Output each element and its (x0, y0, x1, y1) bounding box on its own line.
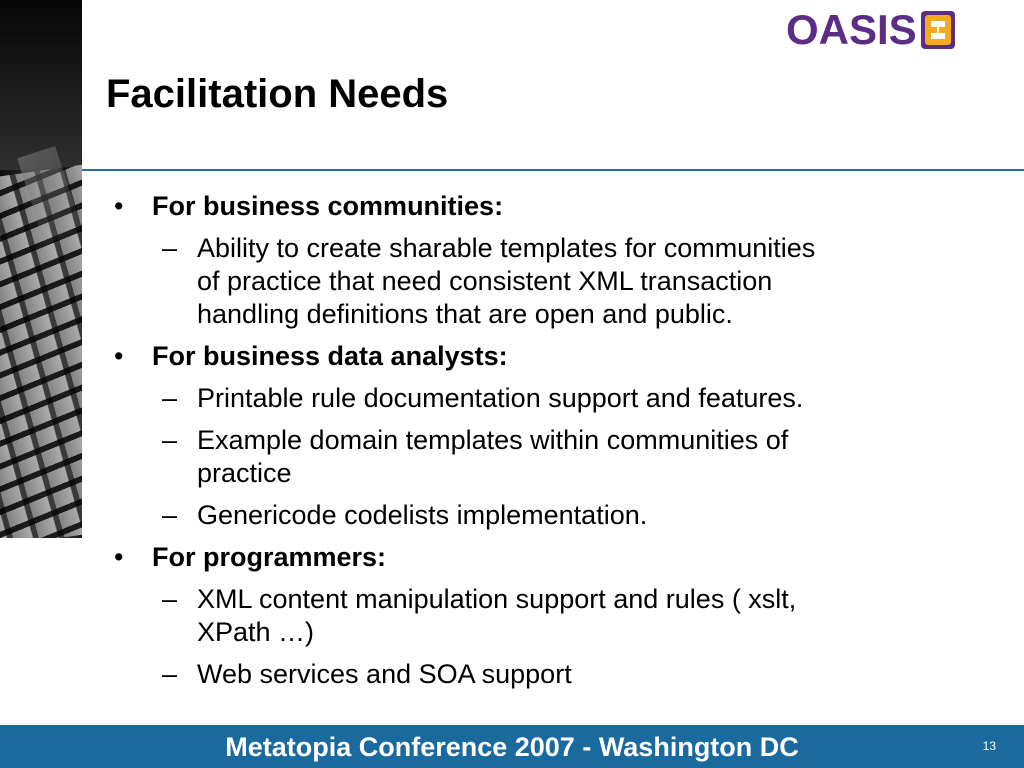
list-item-text: XML content manipulation support and rules ( xslt, XPath …) (197, 584, 797, 647)
list-item (106, 424, 946, 490)
dash-icon: – (162, 659, 178, 689)
list-item-text: Web services and SOA support (197, 659, 572, 689)
dash-icon: – (162, 233, 178, 263)
title-divider (82, 169, 1024, 171)
list-item (106, 382, 946, 415)
bullet-icon: • (114, 191, 124, 221)
section-heading-text: For business data analysts: (152, 341, 508, 371)
section-heading (106, 190, 946, 223)
list-item-text: Printable rule documentation support and features. (197, 383, 804, 413)
list-item (106, 658, 946, 691)
page-number: 13 (982, 739, 996, 753)
list-item (106, 499, 946, 532)
slide-title: Facilitation Needs (106, 72, 449, 116)
bullet-icon: • (114, 341, 124, 371)
list-item-text: Genericode codelists implementation. (197, 500, 648, 530)
oasis-logo (786, 8, 955, 52)
footer-bar (0, 725, 1024, 768)
section-heading (106, 340, 946, 373)
laptop-bezel (0, 0, 82, 170)
dash-icon: – (162, 584, 178, 614)
bullet-icon: • (114, 542, 124, 572)
section-heading (106, 541, 946, 574)
section-heading-text: For programmers: (152, 542, 387, 572)
list-item (106, 232, 946, 331)
slide-content (106, 190, 946, 700)
section-heading-text: For business communities: (152, 191, 504, 221)
list-item (106, 583, 946, 649)
keyboard-photo (0, 0, 82, 538)
logo-text: OASIS (786, 6, 917, 53)
dash-icon: – (162, 425, 178, 455)
list-item-text: Example domain templates within communities of practice (197, 425, 789, 488)
list-item-text: Ability to create sharable templates for communities of practice that need consistent XML transaction handling definitions that are open and public. (197, 233, 816, 329)
oasis-mark-icon (921, 11, 955, 49)
dash-icon: – (162, 383, 178, 413)
dash-icon: – (162, 500, 178, 530)
footer-text: Metatopia Conference 2007 - Washington DC (225, 732, 799, 762)
